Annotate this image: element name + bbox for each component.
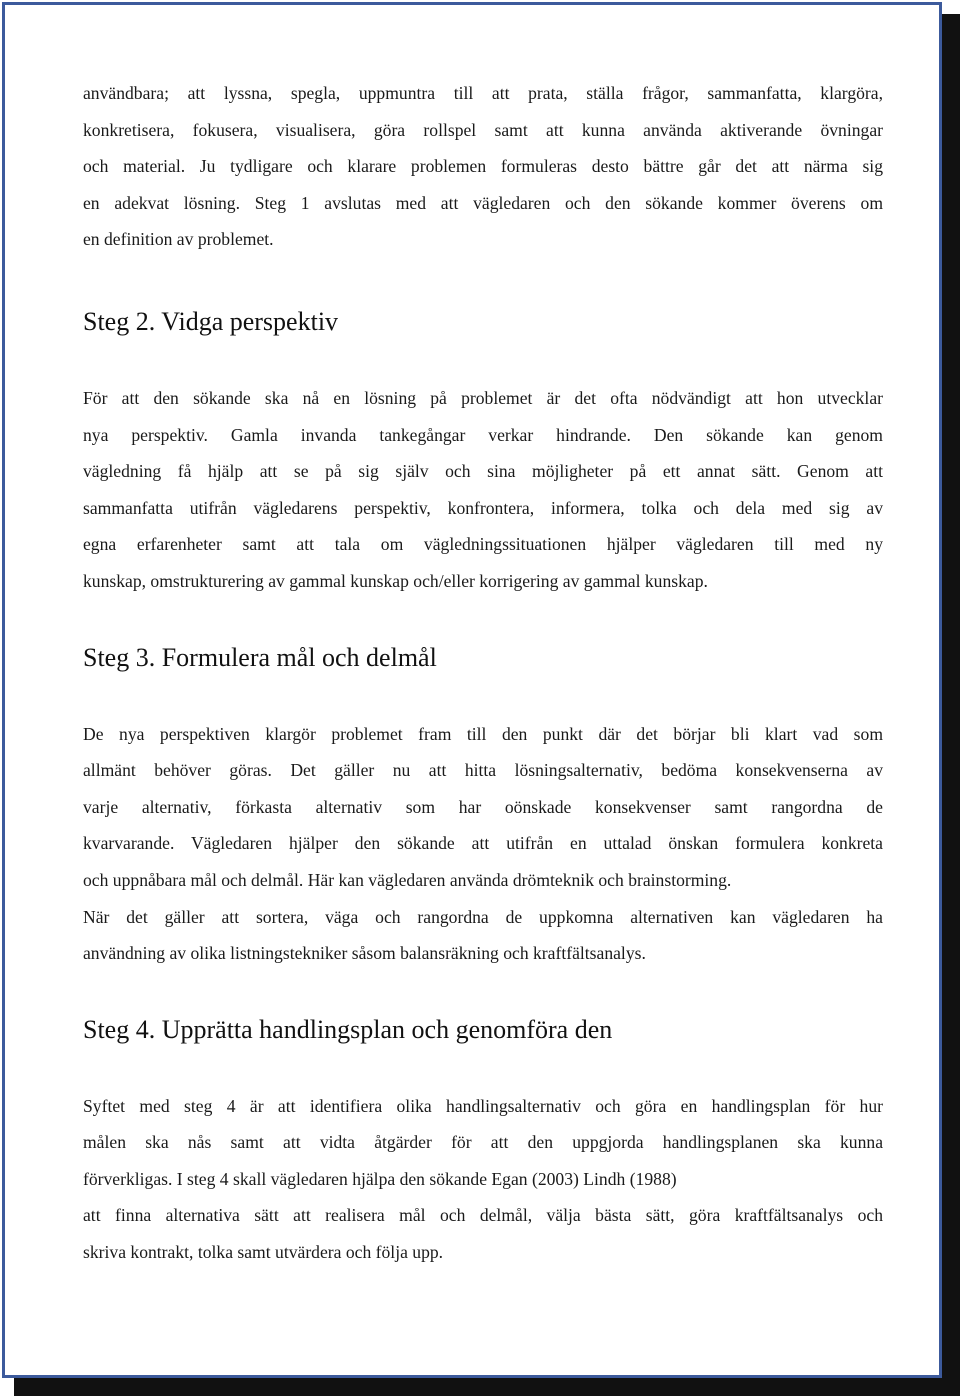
text-line: kvarvarande. Vägledaren hjälper den sökande att utifrån en uttalad önskan formulera konkreta [83,833,883,854]
text-line: användbara; att lyssna, spegla, uppmuntra till att prata, ställa frågor, sammanfatta, klargöra, [83,83,883,103]
text-line: konkretisera, fokusera, visualisera, göra rollspel samt att kunna använda aktiverande övningar [83,119,883,140]
step-4-paragraph [83,1088,883,1271]
text-line: kunskap, omstrukturering av gammal kunskap och/eller korrigering av gammal kunskap. [83,570,708,591]
text-line: nya perspektiv. Gamla invanda tankegångar verkar hindrande. Den sökande kan genom [83,424,883,445]
text-line: sammanfatta utifrån vägledarens perspektiv, konfrontera, informera, tolka och dela med sig av [83,497,883,518]
text-line: För att den sökande ska nå en lösning på problemet är det ofta nödvändigt att hon utvecklar [83,387,883,408]
text-line: skriva kontrakt, tolka samt utvärdera och följa upp. [83,1242,444,1263]
step-3-paragraph [83,716,883,972]
step-2-paragraph [83,380,883,600]
text-line: och material. Ju tydligare och klarare problemen formuleras desto bättre går det att närma sig [83,156,883,177]
document-body [83,75,883,1271]
text-line: målen ska nås samt att vidta åtgärder för att den uppgjorda handlingsplanen ska kunna [83,1132,883,1153]
section-heading-step-2: Steg 2. Vidga perspektiv [83,306,339,336]
section-heading-step-3: Steg 3. Formulera mål och delmål [83,642,437,672]
text-line: Syftet med steg 4 är att identifiera olika handlingsalternativ och göra en handlingsplan för hur [83,1095,883,1116]
intro-paragraph [83,75,883,258]
text-line: användning av olika listningstekniker såsom balansräkning och kraftfältsanalys. [83,943,646,964]
text-line: När det gäller att sortera, väga och rangordna de uppkomna alternativen kan vägledaren ha [83,906,883,927]
text-line: vägledning få hjälp att se på sig själv och sina möjligheter på ett annat sätt. Genom att [83,461,883,482]
text-line: egna erfarenheter samt att tala om vägledningssituationen hjälper vägledaren till med ny [83,534,883,555]
text-line: allmänt behöver göras. Det gäller nu att hitta lösningsalternativ, bedöma konsekvenserna av [83,760,883,781]
page-frame [2,2,942,1378]
text-line: varje alternativ, förkasta alternativ som har oönskade konsekvenser samt rangordna de [83,796,883,817]
text-line: en adekvat lösning. Steg 1 avslutas med att vägledaren och den sökande kommer överens om [83,192,883,213]
text-line: att finna alternativa sätt att realisera mål och delmål, välja bästa sätt, göra kraftfältsanalys och [83,1205,883,1226]
text-line: en definition av problemet. [83,229,274,250]
text-line: förverkligas. I steg 4 skall vägledaren hjälpa den sökande Egan (2003) Lindh (1988) [83,1168,677,1189]
section-heading-step-4: Steg 4. Upprätta handlingsplan och genomföra den [83,1014,613,1044]
text-line: och uppnåbara mål och delmål. Här kan vägledaren använda drömteknik och brainstorming. [83,869,732,890]
text-line: De nya perspektiven klargör problemet fram till den punkt där det börjar bli klart vad som [83,723,883,744]
